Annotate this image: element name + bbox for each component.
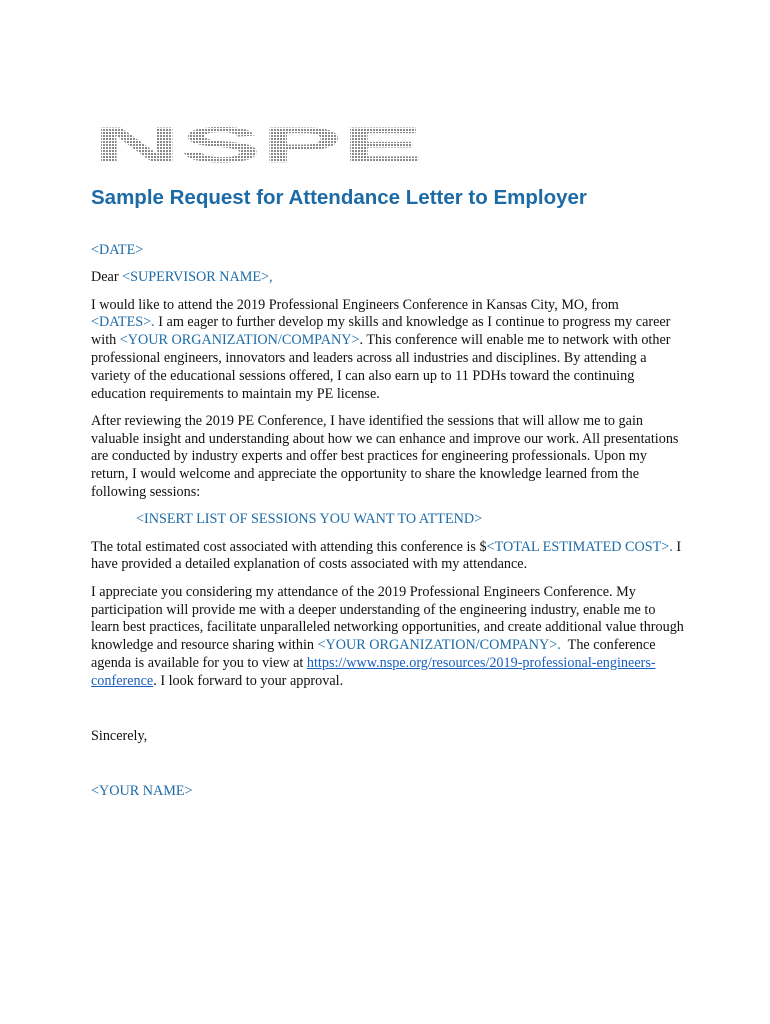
p3-text-a: The total estimated cost associated with attending this conference is $ <box>91 538 487 555</box>
organization-placeholder: <YOUR ORGANIZATION/COMPANY> <box>119 332 360 349</box>
p4-text-b: The conference agenda is available for you to view at <box>91 637 660 671</box>
p1-text-b: I am eager to further develop my skills and knowledge as I continue to progress my career with <box>91 314 671 349</box>
cost-placeholder: <TOTAL ESTIMATED COST>. <box>486 538 673 555</box>
p3-text-b: I have provided a detailed explanation of costs associated with my attendance. <box>91 538 682 573</box>
organization-placeholder-2: <YOUR ORGANIZATION/COMPANY>. <box>317 637 561 654</box>
paragraph-4 <box>91 584 686 691</box>
page-title: Sample Request for Attendance Letter to Employer <box>91 186 587 209</box>
paragraph-1 <box>91 297 686 404</box>
supervisor-placeholder: <SUPERVISOR NAME>, <box>122 269 273 286</box>
salutation <box>91 269 686 287</box>
p4-text-c: . I look forward to your approval. <box>153 672 344 689</box>
paragraph-2: After reviewing the 2019 PE Conference, I have identified the sessions that will allow me to gain valuable insight and understanding about how we can enhance and improve our work. All presentations are conducted by industry experts and offer best practices for engineering professionals. Upon my return, I would welcome and appreciate the opportunity to share the knowledge learned from the following sessions: <box>91 412 679 501</box>
dates-placeholder: <DATES>. <box>91 314 155 331</box>
paragraph-3 <box>91 539 686 575</box>
nspe-logo <box>91 120 427 170</box>
sessions-line <box>91 511 686 529</box>
logo-text: NSPE <box>93 120 424 170</box>
date-placeholder: <DATE> <box>91 242 144 258</box>
p4-text-a: I appreciate you considering my attendance of the 2019 Professional Engineers Conference. My participation will provide me with a deeper understanding of the engineering industry, enable me to learn best practices, facilitate unparalleled networking opportunities, and create additional value through knowledge and resource sharing within <box>91 583 684 654</box>
p1-text-a: I would like to attend the 2019 Professional Engineers Conference in Kansas City, MO, from <box>91 296 619 313</box>
signature-line <box>91 783 686 801</box>
salutation-prefix: Dear <box>91 269 123 286</box>
conference-link[interactable]: https://www.nspe.org/resources/2019-professional-engineers-conference <box>91 654 656 689</box>
p1-text-c: . This conference will enable me to network with other professional engineers, innovators and leaders across all industries and disciplines. By attending a variety of the educational sessions offered, I can also earn up to 11 PDHs toward the continuing education requirements to maintain my PE license. <box>91 332 671 402</box>
sessions-placeholder: <INSERT LIST OF SESSIONS YOU WANT TO ATTEND> <box>136 511 483 528</box>
letter-body <box>91 242 686 811</box>
closing: Sincerely, <box>91 727 148 744</box>
date-line <box>91 242 686 260</box>
name-placeholder: <YOUR NAME> <box>91 783 193 800</box>
